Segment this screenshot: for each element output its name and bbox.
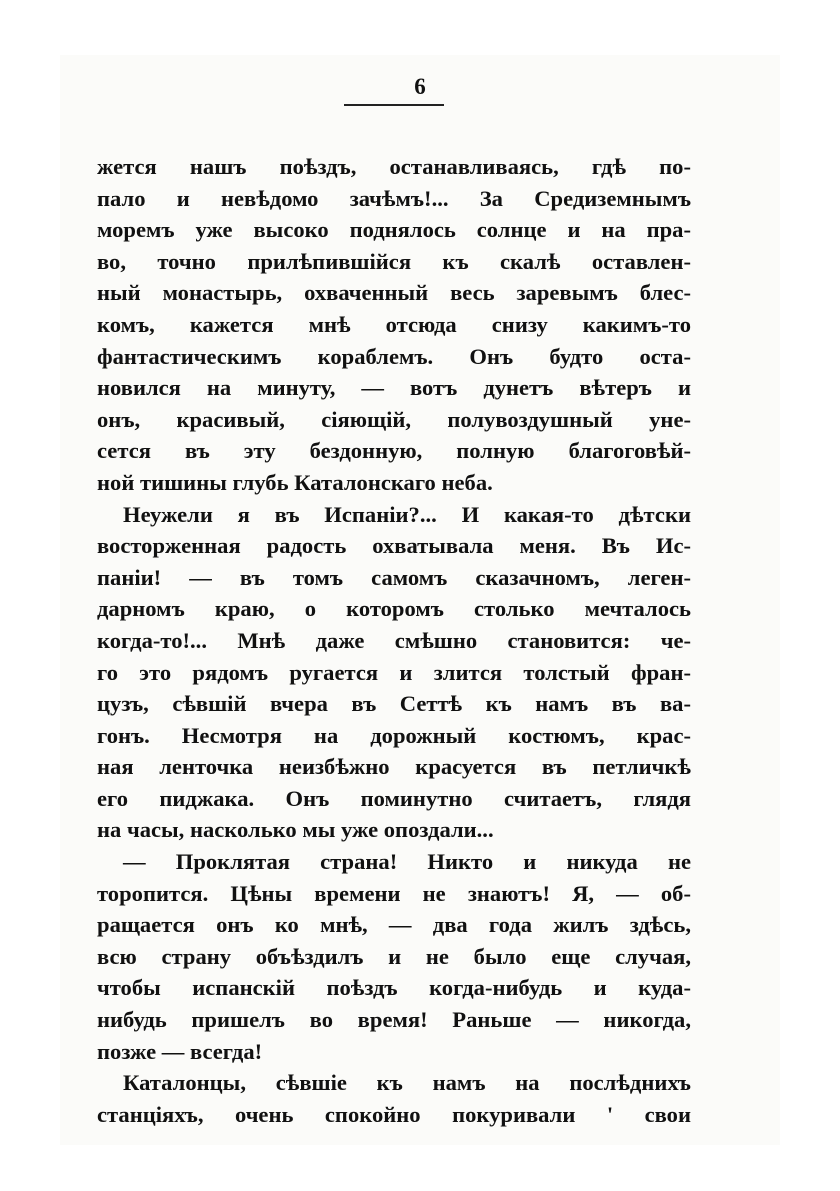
text-line: станціяхъ, очень спокойно покуривали ' свои xyxy=(97,1101,691,1127)
text-line: ной тишины глубь Каталонскаго неба. xyxy=(97,469,493,495)
text-line: чтобы испанскій поѣздъ когда-нибудь и куда- xyxy=(97,975,691,1001)
text-line: позже — всегда! xyxy=(97,1038,263,1064)
text-line: — Проклятая страна! Никто и никуда не xyxy=(123,849,691,875)
text-line: всю страну объѣздилъ и не было еще случая, xyxy=(97,943,691,969)
text-line: паніи! — въ томъ самомъ сказачномъ, леген- xyxy=(97,564,691,590)
text-line: моремъ уже высоко поднялось солнце и на пра- xyxy=(97,217,691,243)
body-text xyxy=(97,151,691,1130)
text-line: го это рядомъ ругается и злится толстый фран- xyxy=(97,659,691,685)
text-line: Неужели я въ Испаніи?... И какая-то дѣтски xyxy=(123,501,691,527)
text-line: восторженная радость охватывала меня. Въ Ис- xyxy=(97,533,691,559)
text-line: пало и невѣдомо зачѣмъ!... За Средиземнымъ xyxy=(97,185,691,211)
text-line: на часы, насколько мы уже опоздали... xyxy=(97,817,494,843)
text-line: дарномъ краю, о которомъ столько мечталось xyxy=(97,596,691,622)
text-line: его пиджака. Онъ поминутно считаетъ, глядя xyxy=(97,785,691,811)
page-number: 6 xyxy=(414,74,426,99)
text-line: фантастическимъ кораблемъ. Онъ будто оста- xyxy=(97,343,691,369)
text-line: онъ, красивый, сіяющій, полувоздушный унe- xyxy=(97,406,691,432)
text-line: нибудь пришелъ во время! Раньше — никогда, xyxy=(97,1007,691,1033)
text-line: ная ленточка неизбѣжно красуется въ петличкѣ xyxy=(97,754,691,780)
text-line: жется нашъ поѣздъ, останавливаясь, гдѣ по- xyxy=(97,154,691,179)
header-rule xyxy=(344,104,444,106)
text-line: торопится. Цѣны времени не знаютъ! Я, — об- xyxy=(97,880,691,906)
text-line: новился на минуту, — вотъ дунетъ вѣтеръ и xyxy=(97,375,691,401)
text-line: когда-то!... Мнѣ даже смѣшно становится: че- xyxy=(97,627,691,653)
text-line: Каталонцы, сѣвшіе къ намъ на послѣднихъ xyxy=(123,1070,691,1096)
text-line: гонъ. Несмотря на дорожный костюмъ, крас- xyxy=(97,722,691,748)
text-line: цузъ, сѣвшій вчера въ Сеттѣ къ намъ въ ва- xyxy=(97,691,691,717)
text-line: комъ, кажется мнѣ отсюда снизу какимъ-то xyxy=(97,311,691,337)
text-line: ный монастырь, охваченный весь заревымъ блес- xyxy=(97,280,691,306)
text-line: сется въ эту бездонную, полную благоговѣй- xyxy=(97,438,691,464)
text-line: ращается онъ ко мнѣ, — два года жилъ здѣсь, xyxy=(97,912,691,938)
text-line: во, точно прилѣпившійся къ скалѣ оставлен- xyxy=(97,248,691,274)
